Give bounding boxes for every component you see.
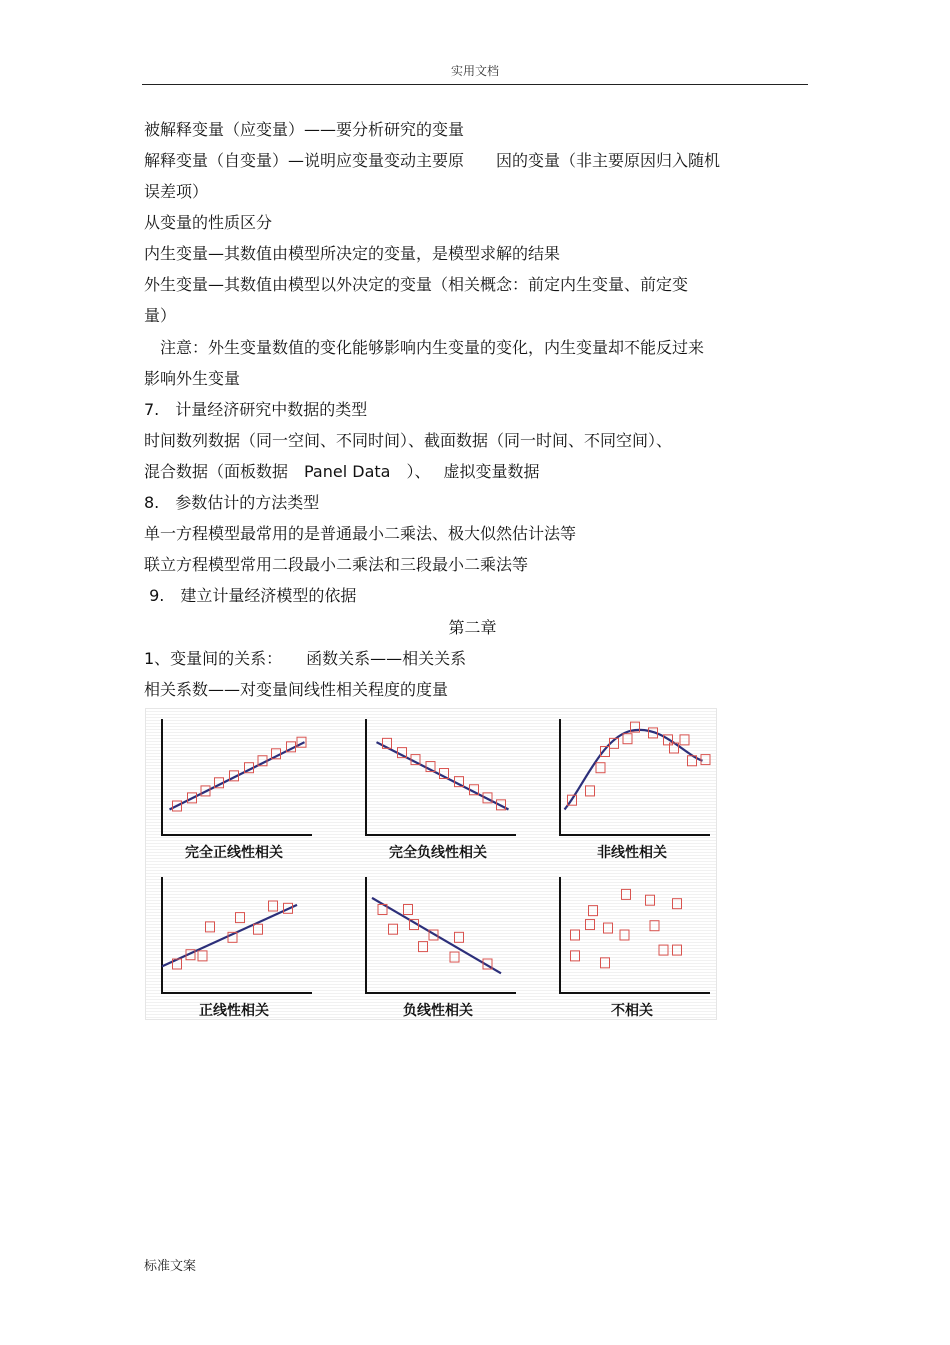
data-marker <box>596 763 605 773</box>
data-marker <box>254 924 263 934</box>
axis <box>366 877 516 993</box>
panel-label: 正线性相关 <box>199 1003 269 1019</box>
panel-label: 负线性相关 <box>403 1003 473 1019</box>
body-line: 注意：外生变量数值的变化能够影响内生变量的变化，内生变量却不能反过来 <box>144 338 705 357</box>
panel-label: 不相关 <box>611 1003 653 1019</box>
correlation-diagrams <box>146 709 716 1019</box>
data-marker <box>659 945 668 955</box>
panel-label: 非线性相关 <box>597 845 667 861</box>
body-line: 误差项） <box>144 182 209 201</box>
data-marker <box>389 924 398 934</box>
axis <box>366 719 516 835</box>
body-line: 外生变量—其数值由模型以外决定的变量（相关概念：前定内生变量、前定变 <box>144 275 689 294</box>
chapter-title: 第二章 <box>448 618 497 637</box>
data-marker <box>571 951 580 961</box>
data-marker <box>673 899 682 909</box>
body-line: 相关系数——对变量间线性相关程度的度量 <box>144 680 449 699</box>
trend-line <box>170 742 305 809</box>
data-marker <box>404 904 413 914</box>
body-line: 混合数据（面板数据 Panel Data ）、 虚拟变量数据 <box>144 462 540 481</box>
panel-label: 完全正线性相关 <box>185 845 283 861</box>
section-heading-9: 9. 建立计量经济模型的依据 <box>144 586 357 605</box>
data-marker <box>673 945 682 955</box>
data-marker <box>269 901 278 911</box>
section-heading-8: 8. 参数估计的方法类型 <box>144 493 320 512</box>
data-marker <box>586 920 595 930</box>
body-line: 联立方程模型常用二段最小二乘法和三段最小二乘法等 <box>144 555 529 574</box>
data-marker <box>623 734 632 744</box>
data-marker <box>620 930 629 940</box>
trend-curve <box>565 730 703 810</box>
data-marker <box>236 913 245 923</box>
panel-label: 完全负线性相关 <box>389 845 487 861</box>
page-footer: 标准文案 <box>144 1259 197 1274</box>
body-line: 从变量的性质区分 <box>144 213 273 232</box>
body-line: 解释变量（自变量）—说明应变量变动主要原 因的变量（非主要原因归入随机 <box>144 151 721 170</box>
trend-line <box>372 898 501 973</box>
section-heading-7: 7. 计量经济研究中数据的类型 <box>144 400 368 419</box>
data-marker <box>450 952 459 962</box>
page-header: 实用文档 <box>450 64 499 78</box>
data-marker <box>604 923 613 933</box>
body-line: 被解释变量（应变量）——要分析研究的变量 <box>144 120 465 139</box>
data-marker <box>206 922 215 932</box>
data-marker <box>680 735 689 745</box>
data-marker <box>419 942 428 952</box>
data-marker <box>571 930 580 940</box>
data-marker <box>198 951 207 961</box>
data-marker <box>455 932 464 942</box>
data-marker <box>589 906 598 916</box>
data-marker <box>622 889 631 899</box>
body-line: 影响外生变量 <box>144 369 241 388</box>
body-line: 1、变量间的关系： 函数关系——相关关系 <box>144 649 467 668</box>
correlation-figure <box>145 708 717 1020</box>
trend-line <box>162 905 297 966</box>
body-line: 单一方程模型最常用的是普通最小二乘法、极大似然估计法等 <box>144 524 577 543</box>
axis <box>560 877 710 993</box>
body-line: 量） <box>144 306 177 325</box>
body-line: 内生变量—其数值由模型所决定的变量，是模型求解的结果 <box>144 244 561 263</box>
trend-line <box>377 742 509 809</box>
axis <box>560 719 710 835</box>
data-marker <box>650 921 659 931</box>
body-line: 时间数列数据（同一空间、不同时间）、截面数据（同一时间、不同空间）、 <box>144 431 673 450</box>
data-marker <box>586 786 595 796</box>
data-marker <box>601 958 610 968</box>
header-rule <box>142 84 808 85</box>
data-marker <box>646 895 655 905</box>
